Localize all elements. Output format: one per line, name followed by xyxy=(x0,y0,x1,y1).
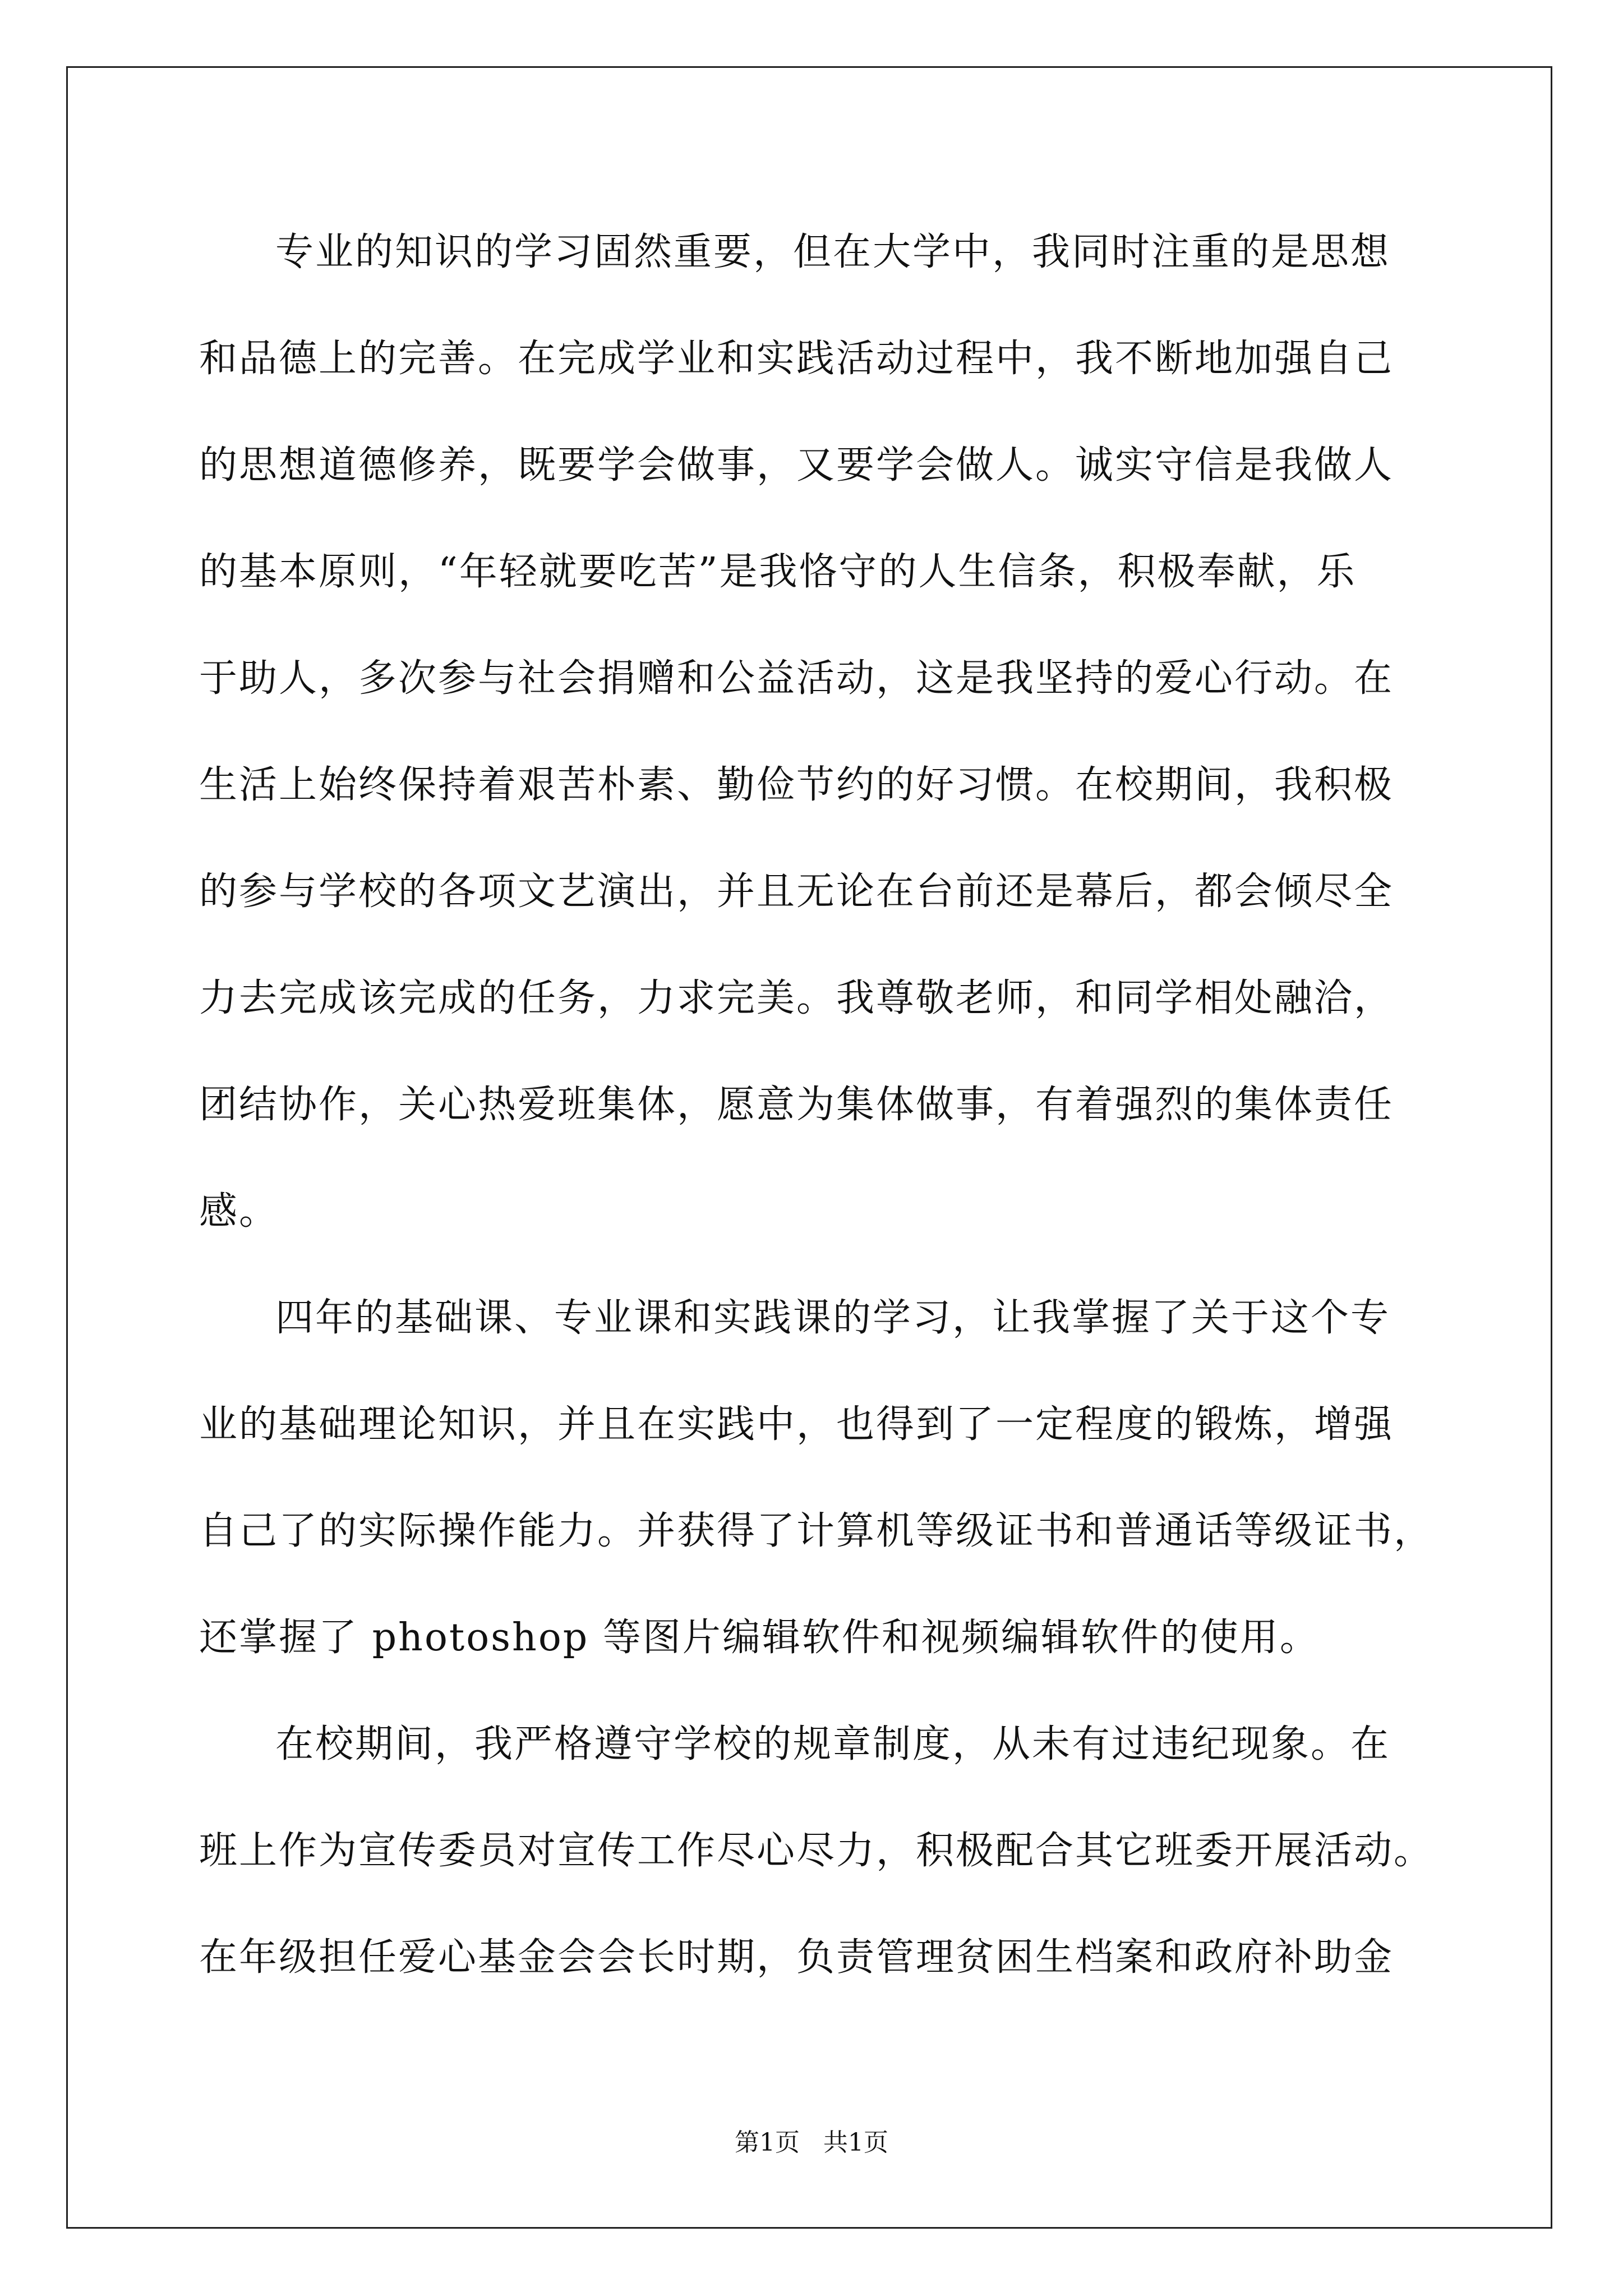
text-line: 力去完成该完成的任务，力求完美。我尊敬老师，和同学相处融洽， xyxy=(199,976,1394,1020)
text-line: 业的基础理论知识，并且在实践中，也得到了一定程度的锻炼，增强 xyxy=(199,1402,1394,1447)
text-line: 在校期间，我严格遵守学校的规章制度，从未有过违纪现象。在 xyxy=(275,1722,1391,1766)
text-line: 的思想道德修养，既要学会做事，又要学会做人。诚实守信是我做人 xyxy=(199,443,1394,487)
text-line: 的基本原则，“年轻就要吃苦”是我恪守的人生信条，积极奉献，乐 xyxy=(199,550,1357,594)
text-line: 还掌握了 photoshop 等图片编辑软件和视频编辑软件的使用。 xyxy=(199,1616,1320,1660)
text-line: 班上作为宣传委员对宣传工作尽心尽力，积极配合其它班委开展活动。 xyxy=(199,1829,1434,1873)
text-line: 专业的知识的学习固然重要，但在大学中，我同时注重的是思想 xyxy=(275,230,1391,274)
text-line: 感。 xyxy=(199,1189,279,1234)
text-line: 团结协作，关心热爱班集体，愿意为集体做事，有着强烈的集体责任 xyxy=(199,1083,1394,1127)
text-line: 的参与学校的各项文艺演出，并且无论在台前还是幕后，都会倾尽全 xyxy=(199,869,1394,914)
text-line: 在年级担任爱心基金会会长时期，负责管理贫困生档案和政府补助金 xyxy=(199,1935,1394,1980)
page-number-footer: 第1页 共1页 xyxy=(735,2128,888,2157)
text-line: 生活上始终保持着艰苦朴素、勤俭节约的好习惯。在校期间，我积极 xyxy=(199,763,1394,807)
text-line: 和品德上的完善。在完成学业和实践活动过程中，我不断地加强自己 xyxy=(199,337,1394,381)
text-line: 于助人，多次参与社会捐赠和公益活动，这是我坚持的爱心行动。在 xyxy=(199,656,1394,701)
text-line: 自己了的实际操作能力。并获得了计算机等级证书和普通话等级证书， xyxy=(199,1509,1434,1553)
document-body xyxy=(199,214,1433,2026)
text-line: 四年的基础课、专业课和实践课的学习，让我掌握了关于这个专 xyxy=(275,1296,1391,1340)
